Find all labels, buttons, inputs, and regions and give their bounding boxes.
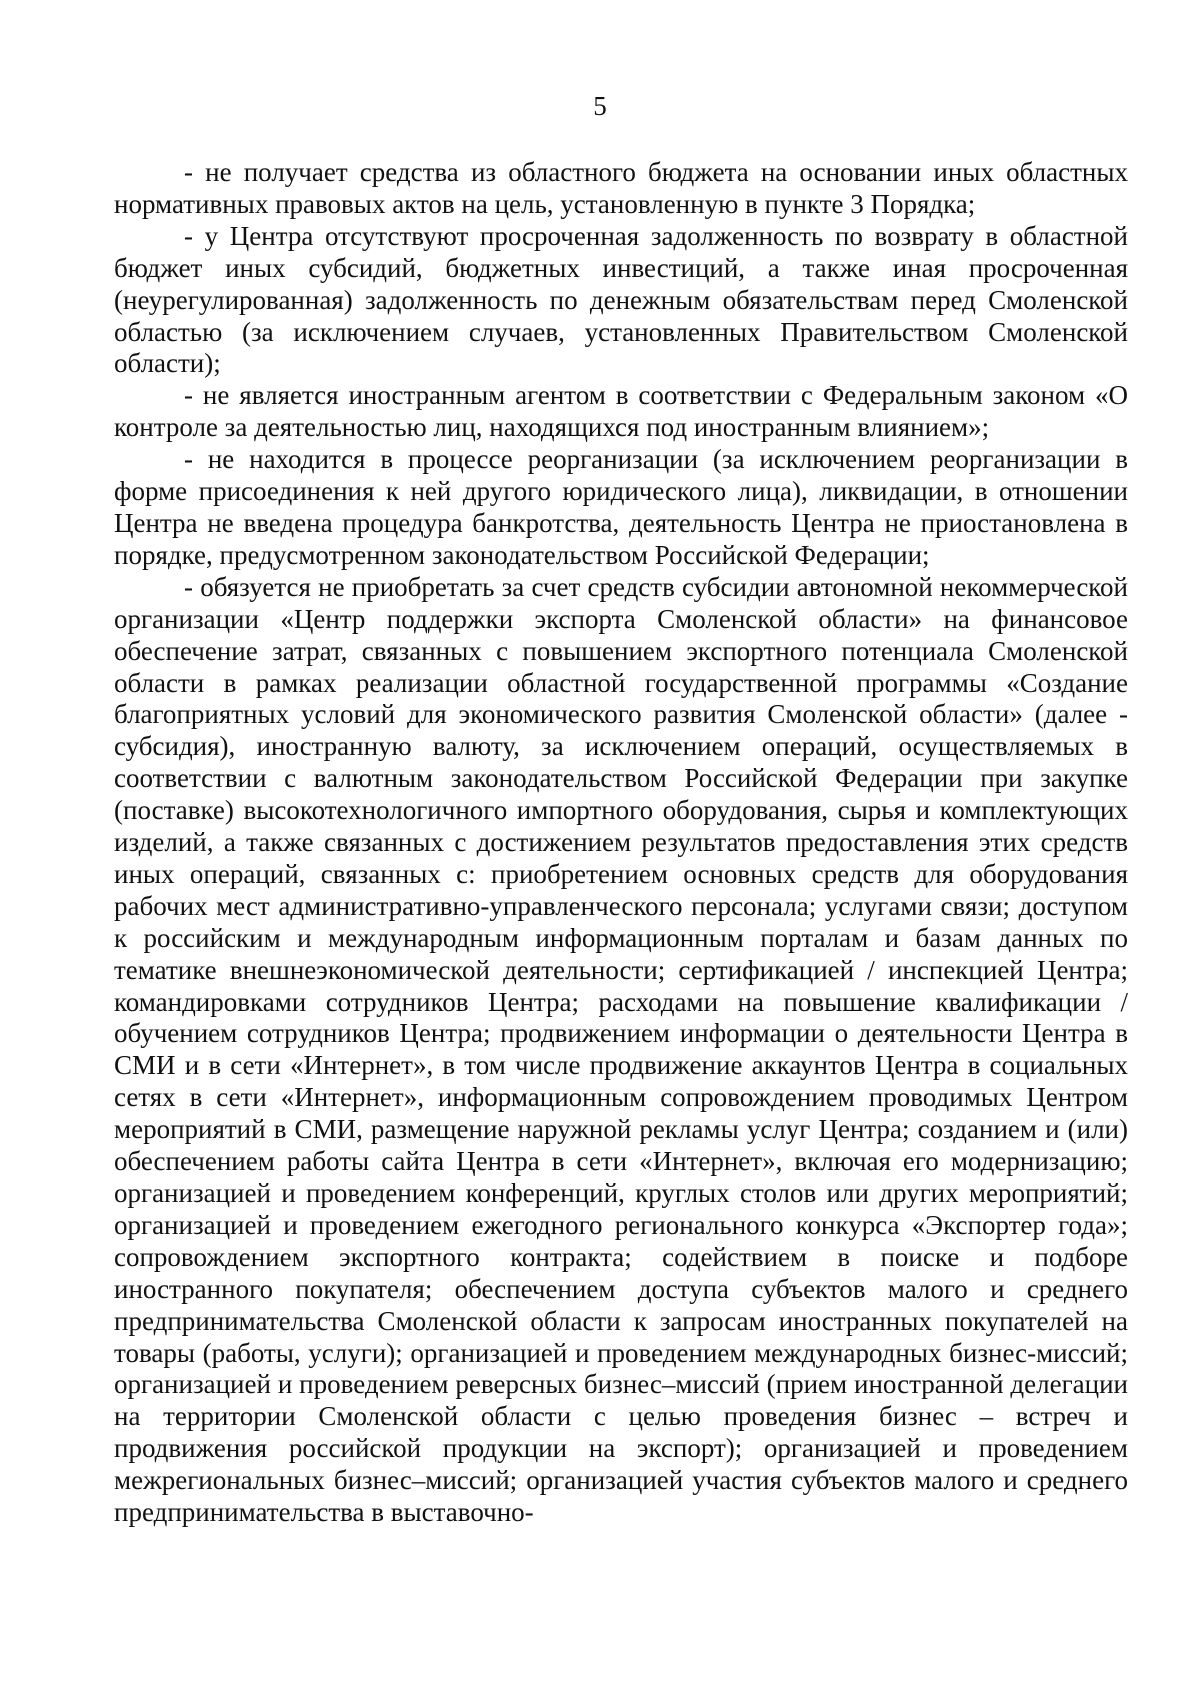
paragraph-no-other-funding: - не получает средства из областного бюджета на основании иных областных нормативных правовых актов на цель, установленную в пункте 3 Порядка; [114,157,1128,219]
paragraph-not-foreign-agent: - не является иностранным агентом в соответствии с Федеральным законом «О контроле за деятельностью лиц, находящихся под иностранным влиянием»; [114,380,1128,443]
page-number: 5 [593,91,607,121]
document-body [114,157,1128,1529]
paragraph-currency-obligation: - обязуется не приобретать за счет средств субсидии автономной некоммерческой организации «Центр поддержки экспорта Смоленской области» на финансовое обеспечение затрат, связанных с повышением экспортного потенциала Смоленской области в рамках реализации областной государственной программы «Создание благоприятных условий для экономического развития Смоленской области» (далее - субсидия), иностранную валюту, за исключением операций, осуществляемых в соответствии с валютным законодательством Российской Федерации при закупке (поставке) высокотехнологичного импортного оборудования, сырья и комплектующих изделий, а также связанных с достижением результатов предоставления этих средств иных операций, связанных с: приобретением основных средств для оборудования рабочих мест административно-управленческого персонала; услугами связи; доступом к российским и международным информационным порталам и базам данных по тематике внешнеэкономической деятельности; сертификацией / инспекцией Центра; командировками сотрудников Центра; расходами на повышение квалификации / обучением сотрудников Центра; продвижением информации о деятельности Центра в СМИ и в сети «Интернет», в том числе продвижение аккаунтов Центра в социальных сетях в сети «Интернет», информационным сопровождением проводимых Центром мероприятий в СМИ, размещение наружной рекламы услуг Центра; созданием и (или) обеспечением работы сайта Центра в сети «Интернет», включая его модернизацию; организацией и проведением конференций, круглых столов или других мероприятий; организацией и проведением ежегодного регионального конкурса «Экспортер года»; сопровождением экспортного контракта; содействием в поиске и подборе иностранного покупателя; обеспечением доступа субъектов малого и среднего предпринимательства Смоленской области к запросам иностранных покупателей на товары (работы, услуги); организацией и проведением международных бизнес-миссий; организацией и проведением реверсных бизнес–миссий (прием иностранной делегации на территории Смоленской области с целью проведения бизнес – встреч и продвижения российской продукции на экспорт); организацией и проведением межрегиональных бизнес–миссий; организацией участия субъектов малого и среднего предпринимательства в выставочно- [114,571,1128,1528]
paragraph-no-overdue-debt: - у Центра отсутствуют просроченная задолженность по возврату в областной бюджет иных субсидий, бюджетных инвестиций, а также иная просроченная (неурегулированная) задолженность по денежным обязательствам перед Смоленской областью (за исключением случаев, установленных Правительством Смоленской области); [114,220,1128,379]
paragraph-no-reorganization: - не находится в процессе реорганизации (за исключением реорганизации в форме присоединения к ней другого юридического лица), ликвидации, в отношении Центра не введена процедура банкротства, деятельность Центра не приостановлена в порядке, предусмотренном законодательством Российской Федерации; [114,444,1128,570]
